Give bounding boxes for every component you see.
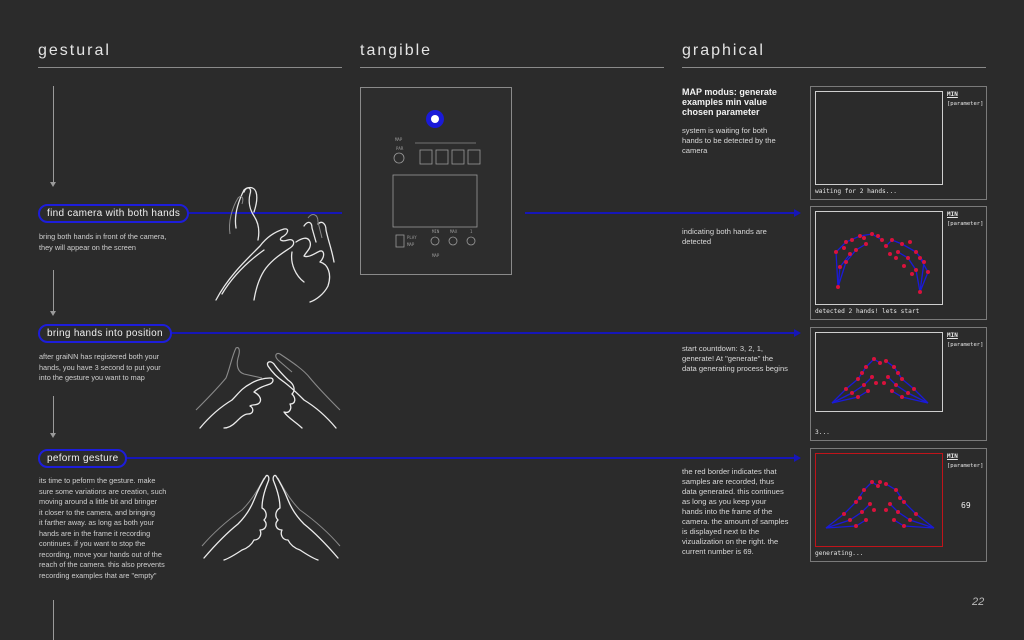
flow-line — [53, 86, 54, 182]
min-label: MIN — [947, 332, 958, 339]
text-line: recording examples that are "empty" — [39, 570, 157, 580]
text-line: reach of the camera. this also prevents — [39, 560, 165, 569]
device-button-label: MIN — [432, 229, 440, 234]
graphical-description — [682, 227, 802, 247]
parameter-label: [parameter] — [947, 463, 984, 469]
graphical-description — [682, 467, 806, 557]
status-text: 3... — [815, 429, 830, 436]
visualization-frame — [815, 91, 943, 185]
hands-illustration-position — [192, 344, 344, 430]
text-line: vizualization on the right. the — [682, 537, 779, 546]
text-line: they will appear on the screen — [39, 242, 136, 252]
visualization-frame — [815, 211, 943, 305]
parameter-label: [parameter] — [947, 342, 984, 348]
divider — [38, 67, 342, 68]
flow-line — [53, 396, 54, 434]
hand-skeleton-viz — [816, 333, 942, 411]
connector-line — [118, 457, 795, 459]
hands-illustration-camera — [208, 182, 348, 304]
flow-line — [53, 600, 54, 640]
step-description — [39, 476, 209, 581]
text-line: it closer to the camera, and bringing — [39, 507, 156, 517]
parameter-label: [parameter] — [947, 101, 984, 107]
connector-line — [525, 212, 795, 214]
sample-count: 69 — [961, 501, 971, 510]
text-line: sure some variations are creation, such — [39, 486, 167, 496]
min-label: MIN — [947, 91, 958, 98]
step-description — [39, 232, 209, 253]
step-label-bring-hands: bring hands into position — [38, 324, 172, 343]
text-line: bring both hands in front of the camera, — [39, 232, 167, 241]
text-line: chosen parameter — [682, 107, 760, 117]
step-label-perform-gesture: peform gesture — [38, 449, 127, 468]
text-line: the red border indicates that — [682, 467, 777, 476]
column-title-gestural: gestural — [38, 42, 111, 59]
text-line: examples min value — [682, 97, 768, 107]
status-text: generating... — [815, 550, 864, 557]
text-line: system is waiting for both — [682, 126, 768, 135]
text-line: continues. if you want to stop the — [39, 539, 146, 548]
page-number: 22 — [972, 596, 985, 608]
graphical-description — [682, 126, 802, 156]
divider — [360, 67, 664, 68]
text-line: hands are in the frame it recording — [39, 528, 151, 538]
text-line: hands to be detected by the — [682, 136, 776, 145]
connector-arrowhead — [794, 209, 801, 217]
screen-waiting — [810, 86, 987, 200]
hands-illustration-gesture — [198, 470, 344, 562]
text-line: data generated. this continues — [682, 487, 784, 496]
min-label: MIN — [947, 211, 958, 218]
min-label: MIN — [947, 453, 958, 460]
text-line: camera — [682, 146, 708, 155]
text-line: samples are recorded, thus — [682, 477, 775, 486]
parameter-label: [parameter] — [947, 221, 984, 227]
hand-skeleton-viz — [816, 212, 942, 304]
text-line: MAP modus: generate — [682, 87, 777, 97]
text-line: after graiNN has registered both your — [39, 352, 160, 361]
graphical-title — [682, 87, 802, 117]
device-small-label: PAR — [396, 146, 404, 151]
flow-arrowhead — [50, 311, 56, 316]
device-switch-label: PLAY — [407, 235, 417, 240]
text-line: as long as you keep your — [682, 497, 767, 506]
step-label-find-camera: find camera with both hands — [38, 204, 189, 223]
step-description — [39, 352, 209, 384]
recording-frame — [815, 453, 943, 547]
status-text: waiting for 2 hands... — [815, 188, 897, 195]
text-line: its time to peform the gesture. make — [39, 476, 156, 485]
device-button-label: 1 — [470, 229, 473, 234]
text-line: moving around a little bit and bringer — [39, 497, 158, 506]
device-bottom-label: MAP — [432, 253, 440, 258]
text-line: indicating both hands are — [682, 227, 767, 236]
connector-line — [160, 332, 795, 334]
device-button-label: MAX — [450, 229, 458, 234]
text-line: detected — [682, 237, 712, 246]
graphical-description — [682, 344, 806, 374]
text-line: is displayed next to the — [682, 527, 760, 536]
device-panel-label: MAP — [395, 137, 403, 142]
divider — [682, 67, 986, 68]
column-title-tangible: tangible — [360, 42, 433, 59]
connector-arrowhead — [794, 329, 801, 337]
connector-arrowhead — [794, 454, 801, 462]
text-line: into the gesture you want to map — [39, 373, 145, 382]
device-switch-label: MAP — [407, 242, 415, 247]
text-line: current number is 69. — [682, 547, 754, 556]
text-line: camera. the amount of samples — [682, 517, 789, 526]
flow-line — [53, 270, 54, 312]
text-line: data generating process begins — [682, 364, 788, 373]
text-line: hands, you have 3 second to put your — [39, 362, 161, 372]
flow-arrowhead — [50, 182, 56, 187]
text-line: it farther away. as long as both your — [39, 518, 155, 527]
text-line: generate! At "generate" the — [682, 354, 774, 363]
visualization-frame — [815, 332, 943, 412]
tangible-device — [360, 87, 512, 275]
text-line: hands into the frame of the — [682, 507, 773, 516]
screen-countdown — [810, 327, 987, 441]
screen-detected — [810, 206, 987, 320]
text-line: recording, move your hands out of the — [39, 549, 162, 559]
hand-skeleton-viz — [816, 454, 942, 546]
status-text: detected 2 hands! lets start — [815, 308, 920, 315]
screen-generating — [810, 448, 987, 562]
column-title-graphical: graphical — [682, 42, 765, 59]
flow-arrowhead — [50, 433, 56, 438]
text-line: start countdown: 3, 2, 1, — [682, 344, 764, 353]
